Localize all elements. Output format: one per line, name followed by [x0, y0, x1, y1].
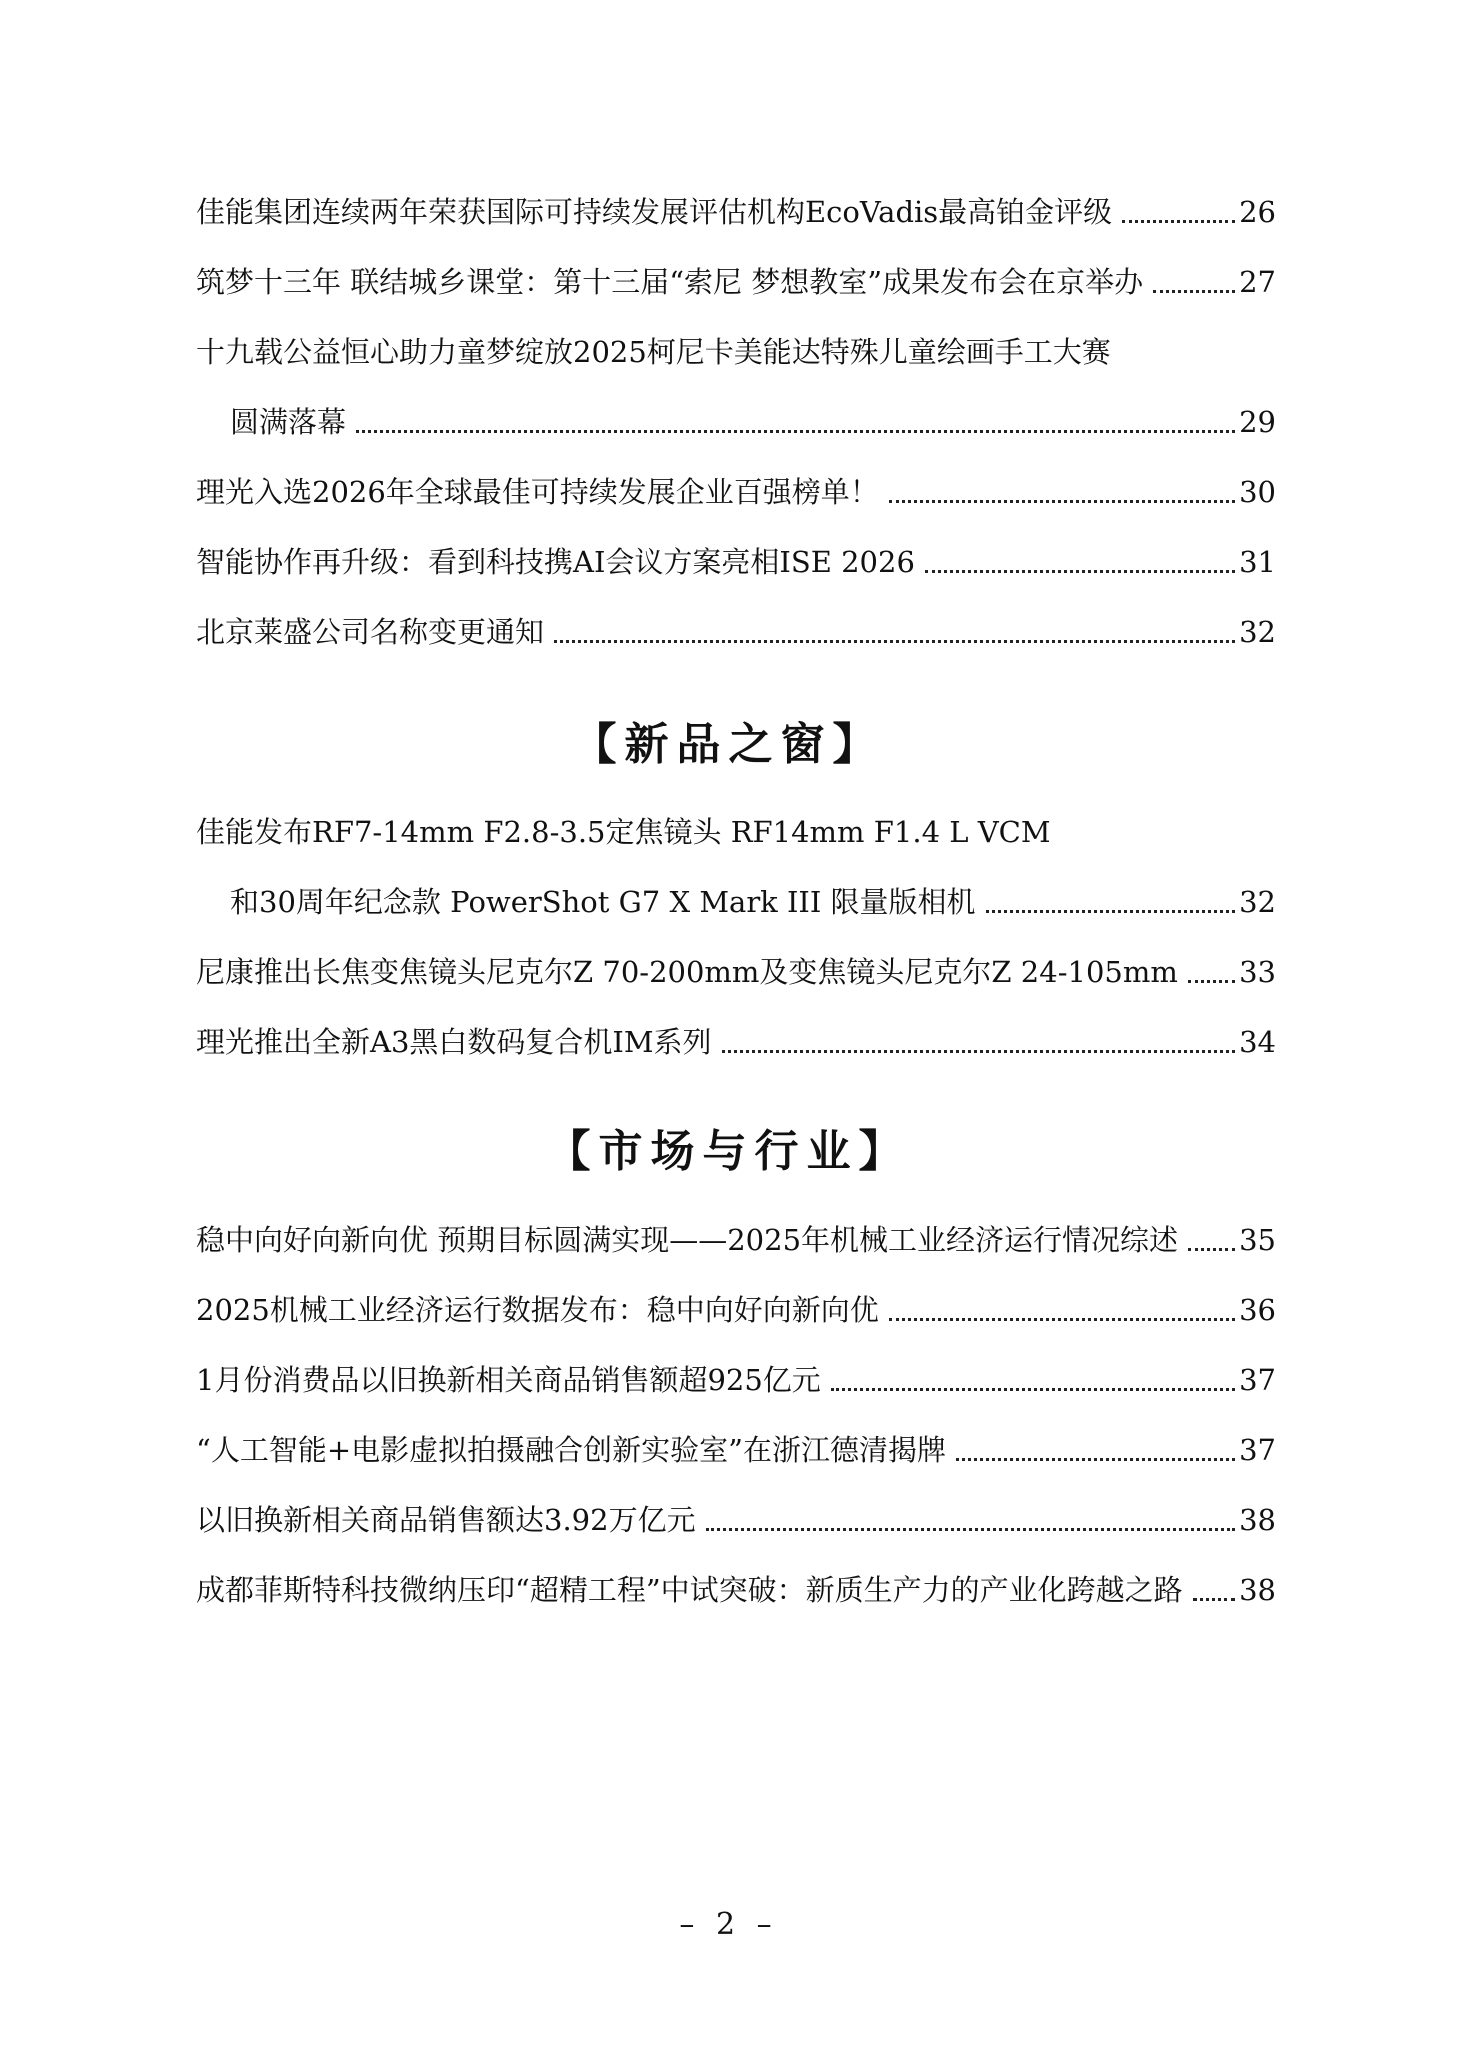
toc-page-number: 38: [1239, 1503, 1276, 1537]
toc-page-number: 29: [1239, 405, 1276, 439]
section-heading-new-products: 【新品之窗】: [572, 719, 885, 770]
toc-entry-title: 理光入选2026年全球最佳可持续发展企业百强榜单！: [196, 475, 879, 509]
section-heading-market-industry: 【市场与行业】: [546, 1126, 911, 1177]
toc-entry-continuation[interactable]: [230, 400, 1276, 444]
toc-entry-title: 1月份消费品以旧换新相关商品销售额超925亿元: [196, 1363, 821, 1397]
toc-page-number: 35: [1239, 1223, 1276, 1257]
dot-leader: [831, 1388, 1235, 1391]
toc-page-number: 26: [1239, 195, 1276, 229]
toc-entry-title-continued: 和30周年纪念款 PowerShot G7 X Mark III 限量版相机: [230, 885, 976, 919]
toc-page-number: 33: [1239, 955, 1276, 989]
toc-entry-title: 佳能集团连续两年荣获国际可持续发展评估机构EcoVadis最高铂金评级: [196, 195, 1113, 229]
toc-page-number: 37: [1239, 1433, 1276, 1467]
toc-entry-title: 北京莱盛公司名称变更通知: [196, 615, 545, 649]
toc-entry-title-continued: 圆满落幕: [230, 405, 347, 439]
toc-entry-continuation[interactable]: [230, 880, 1276, 924]
toc-page-number: 27: [1239, 265, 1276, 299]
toc-entry-title: 以旧换新相关商品销售额达3.92万亿元: [196, 1503, 696, 1537]
dot-leader: [889, 1318, 1235, 1321]
toc-entry-title: 尼康推出长焦变焦镜头尼克尔Z 70-200mm及变焦镜头尼克尔Z 24-105mm: [196, 955, 1178, 989]
toc-page-number: 38: [1239, 1573, 1276, 1607]
toc-entry[interactable]: [196, 810, 1276, 854]
toc-page-number: 32: [1239, 885, 1276, 919]
toc-page-number: 37: [1239, 1363, 1276, 1397]
toc-entry[interactable]: [196, 540, 1276, 584]
toc-entry-title: 理光推出全新A3黑白数码复合机IM系列: [196, 1025, 712, 1059]
dot-leader: [722, 1050, 1236, 1053]
dot-leader: [986, 910, 1236, 913]
toc-entry-title: 佳能发布RF7-14mm F2.8-3.5定焦镜头 RF14mm F1.4 L VCM: [196, 815, 1051, 849]
dot-leader: [1193, 1598, 1235, 1601]
dot-leader: [554, 640, 1235, 643]
toc-entry-title: 2025机械工业经济运行数据发布：稳中向好向新向优: [196, 1293, 879, 1327]
toc-page-number: 31: [1239, 545, 1276, 579]
dot-leader: [706, 1528, 1236, 1531]
page-number-footer: – 2 –: [679, 1907, 778, 1942]
dot-leader: [925, 570, 1235, 573]
toc-page-number: 32: [1239, 615, 1276, 649]
toc-entry-title: 十九载公益恒心助力童梦绽放2025柯尼卡美能达特殊儿童绘画手工大赛: [196, 335, 1111, 369]
toc-page-number: 30: [1239, 475, 1276, 509]
toc-entry[interactable]: [196, 330, 1276, 374]
toc-entry[interactable]: [196, 1020, 1276, 1064]
toc-entry[interactable]: [196, 1498, 1276, 1542]
toc-entry[interactable]: [196, 190, 1276, 234]
toc-entry[interactable]: [196, 1568, 1276, 1612]
toc-entry[interactable]: [196, 950, 1276, 994]
dot-leader: [1122, 220, 1235, 223]
toc-entry[interactable]: [196, 1428, 1276, 1472]
toc-entry-title: “人工智能+电影虚拟拍摄融合创新实验室”在浙江德清揭牌: [196, 1433, 946, 1467]
toc-entry[interactable]: [196, 260, 1276, 304]
toc-entry[interactable]: [196, 1288, 1276, 1332]
toc-page-number: 34: [1239, 1025, 1276, 1059]
toc-entry-title: 智能协作再升级：看到科技携AI会议方案亮相ISE 2026: [196, 545, 915, 579]
dot-leader: [956, 1458, 1235, 1461]
dot-leader: [1153, 290, 1235, 293]
toc-entry[interactable]: [196, 1218, 1276, 1262]
toc-entry-title: 筑梦十三年 联结城乡课堂：第十三届“索尼 梦想教室”成果发布会在京举办: [196, 265, 1144, 299]
toc-entry-title: 稳中向好向新向优 预期目标圆满实现——2025年机械工业经济运行情况综述: [196, 1223, 1179, 1257]
dot-leader: [1188, 1248, 1235, 1251]
dot-leader: [889, 500, 1235, 503]
dot-leader: [356, 430, 1235, 433]
toc-entry[interactable]: [196, 1358, 1276, 1402]
toc-entry-title: 成都菲斯特科技微纳压印“超精工程”中试突破：新质生产力的产业化跨越之路: [196, 1573, 1183, 1607]
toc-entry[interactable]: [196, 610, 1276, 654]
toc-entry[interactable]: [196, 470, 1276, 514]
toc-page-number: 36: [1239, 1293, 1276, 1327]
dot-leader: [1188, 980, 1235, 983]
